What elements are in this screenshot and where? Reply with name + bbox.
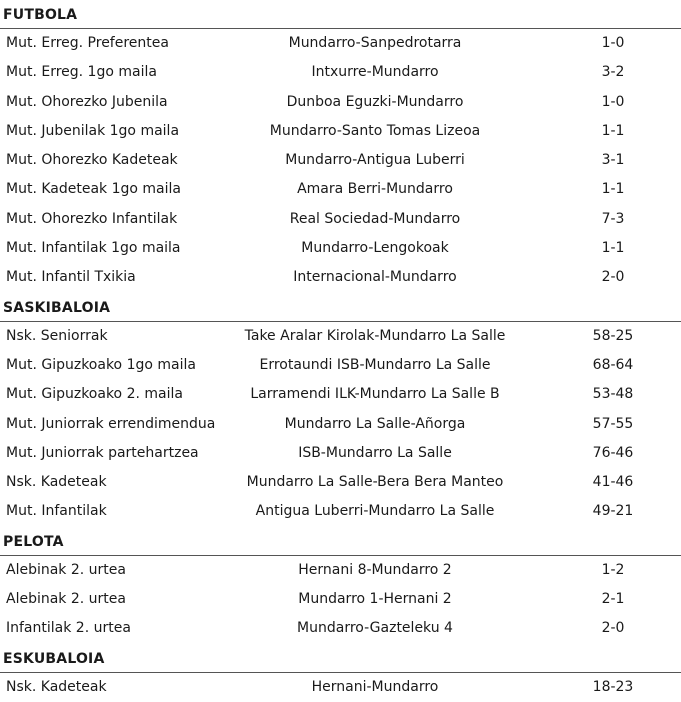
- section-title: FUTBOLA: [0, 0, 681, 29]
- match-cell: Mundarro-Lengokoak: [301, 240, 449, 257]
- result-row: [0, 497, 681, 526]
- result-row: [0, 29, 681, 58]
- category-cell: Mut. Gipuzkoako 2. maila: [6, 386, 183, 403]
- result-row: [0, 234, 681, 263]
- result-row: [0, 614, 681, 643]
- category-cell: Infantilak 2. urtea: [6, 620, 131, 637]
- category-cell: Mut. Ohorezko Kadeteak: [6, 152, 178, 169]
- score-cell: 3-1: [601, 152, 625, 169]
- score-cell: 68-64: [592, 356, 634, 373]
- score-cell: 49-21: [592, 503, 634, 520]
- match-cell: Hernani 8-Mundarro 2: [298, 561, 452, 578]
- category-cell: Mut. Infantilak: [6, 503, 107, 520]
- match-cell: Real Sociedad-Mundarro: [289, 210, 461, 227]
- score-cell: 18-23: [592, 678, 634, 695]
- result-row: [0, 585, 681, 614]
- score-cell: 2-0: [601, 269, 625, 286]
- match-cell: Mundarro-Gazteleku 4: [297, 620, 453, 637]
- score-cell: 1-1: [601, 122, 625, 139]
- match-cell: Errotaundi ISB-Mundarro La Salle: [259, 356, 491, 373]
- score-cell: 57-55: [592, 415, 634, 432]
- category-cell: Mut. Juniorrak partehartzea: [6, 444, 199, 461]
- result-row: [0, 556, 681, 585]
- match-cell: Antigua Luberri-Mundarro La Salle: [255, 503, 495, 520]
- category-cell: Mut. Infantil Txikia: [6, 269, 136, 286]
- score-cell: 58-25: [592, 327, 634, 344]
- match-cell: Mundarro La Salle-Añorga: [284, 415, 466, 432]
- match-cell: Mundarro La Salle-Bera Bera Manteo: [246, 474, 504, 491]
- category-cell: Mut. Jubenilak 1go maila: [6, 122, 180, 139]
- score-cell: 41-46: [592, 474, 634, 491]
- result-row: [0, 468, 681, 497]
- section-title: SASKIBALOIA: [0, 293, 681, 322]
- category-cell: Mut. Erreg. Preferentea: [6, 35, 169, 51]
- result-row: [0, 117, 681, 146]
- score-cell: 76-46: [592, 444, 634, 461]
- result-row: [0, 88, 681, 117]
- score-cell: 1-1: [601, 181, 625, 198]
- match-cell: Dunboa Eguzki-Mundarro: [286, 93, 464, 110]
- category-cell: Nsk. Seniorrak: [6, 327, 108, 344]
- match-cell: Internacional-Mundarro: [293, 269, 457, 286]
- match-cell: Hernani-Mundarro: [311, 678, 439, 695]
- score-cell: 3-2: [601, 64, 625, 81]
- result-row: [0, 439, 681, 468]
- score-cell: 1-1: [601, 240, 625, 257]
- result-row: [0, 146, 681, 175]
- match-cell: Larramendi ILK-Mundarro La Salle B: [250, 386, 500, 403]
- category-cell: Mut. Infantilak 1go maila: [6, 240, 181, 257]
- result-row: [0, 351, 681, 380]
- result-row: [0, 410, 681, 439]
- match-cell: Take Aralar Kirolak-Mundarro La Salle: [244, 327, 506, 344]
- category-cell: Mut. Erreg. 1go maila: [6, 64, 157, 81]
- category-cell: Mut. Ohorezko Jubenila: [6, 93, 168, 110]
- category-cell: Alebinak 2. urtea: [6, 591, 126, 608]
- section-title: PELOTA: [0, 527, 681, 556]
- category-cell: Mut. Kadeteak 1go maila: [6, 181, 181, 198]
- result-row: [0, 322, 681, 351]
- match-cell: ISB-Mundarro La Salle: [298, 444, 452, 461]
- result-row: [0, 58, 681, 87]
- match-cell: Mundarro-Sanpedrotarra: [288, 35, 462, 51]
- score-cell: 53-48: [592, 386, 634, 403]
- category-cell: Mut. Ohorezko Infantilak: [6, 210, 178, 227]
- category-cell: Mut. Juniorrak errendimendua: [6, 415, 216, 432]
- match-cell: Mundarro-Santo Tomas Lizeoa: [269, 122, 481, 139]
- result-row: [0, 205, 681, 234]
- score-cell: 1-0: [601, 35, 625, 51]
- score-cell: 7-3: [601, 210, 625, 227]
- category-cell: Mut. Gipuzkoako 1go maila: [6, 356, 196, 373]
- match-cell: Mundarro 1-Hernani 2: [298, 591, 452, 608]
- section-title: ESKUBALOIA: [0, 644, 681, 673]
- result-row: [0, 263, 681, 292]
- category-cell: Nsk. Kadeteak: [6, 474, 107, 491]
- score-cell: 2-1: [601, 591, 625, 608]
- match-cell: Amara Berri-Mundarro: [297, 181, 453, 198]
- result-row: [0, 175, 681, 204]
- score-cell: 2-0: [601, 620, 625, 637]
- match-cell: Mundarro-Antigua Luberri: [285, 152, 465, 169]
- result-row: [0, 380, 681, 409]
- match-cell: Intxurre-Mundarro: [311, 64, 439, 81]
- category-cell: Nsk. Kadeteak: [6, 678, 107, 695]
- score-cell: 1-0: [601, 93, 625, 110]
- result-row: [0, 673, 681, 702]
- category-cell: Alebinak 2. urtea: [6, 561, 126, 578]
- score-cell: 1-2: [601, 561, 625, 578]
